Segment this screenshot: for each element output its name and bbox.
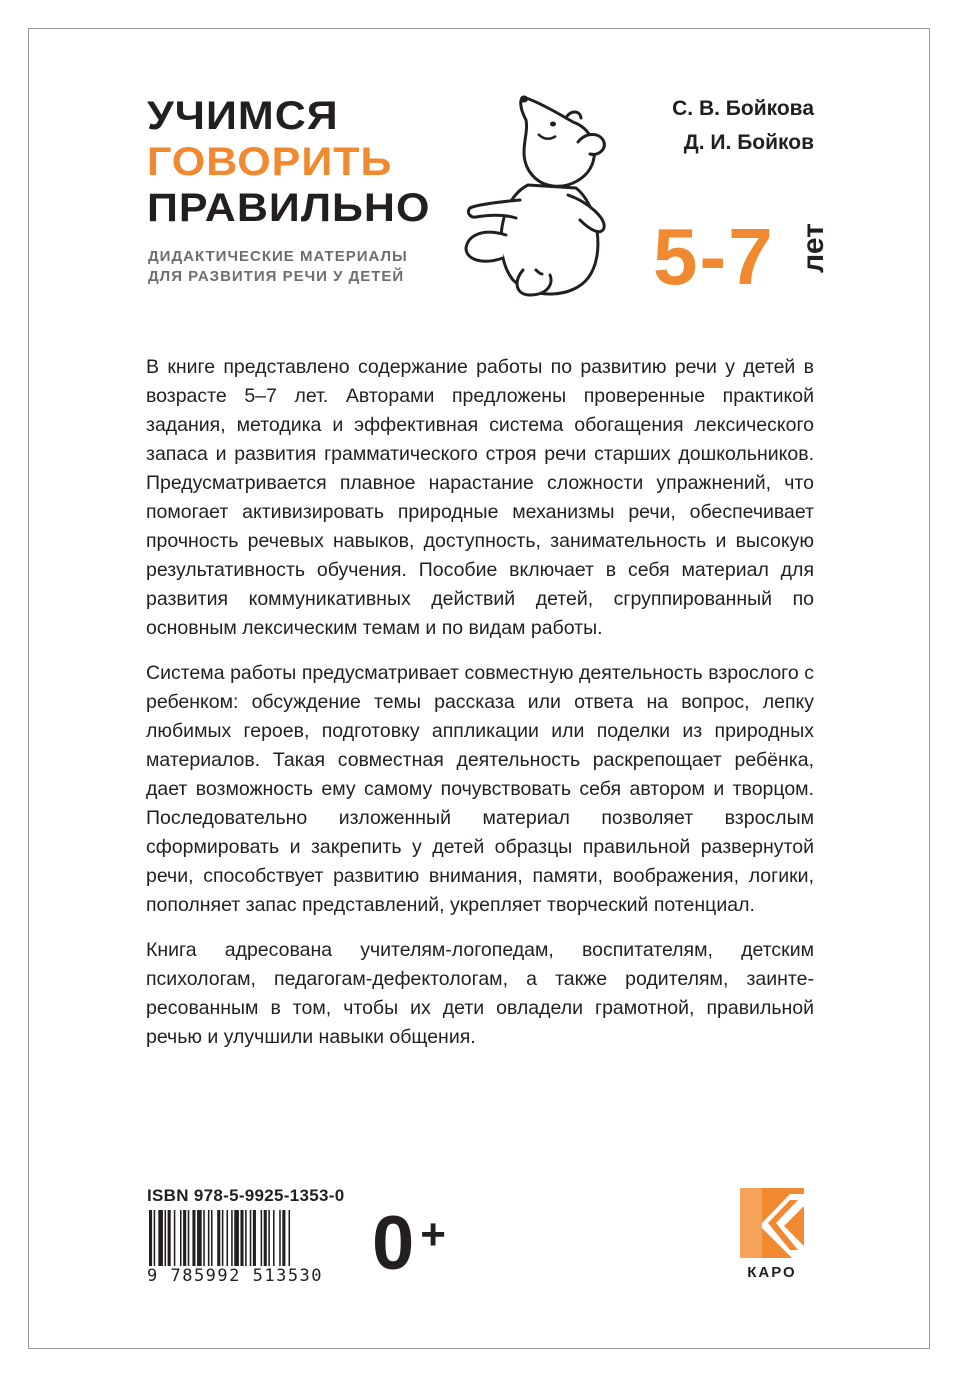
age-rating-plus: + xyxy=(420,1210,446,1259)
title-line-3: ПРАВИЛЬНО xyxy=(147,186,431,231)
authors-block xyxy=(640,92,814,160)
description-paragraph: Книга адресована учителям-логопедам, воспитателям, детским психологам, педагогам-дефектологам, а также родителям, заинтересованным в том, чтобы их дети овладели грамотной, правильной речью и улучшили навыки общения. xyxy=(146,939,814,1048)
age-rating-digit: 0 xyxy=(372,1201,415,1286)
title-line-2: ГОВОРИТЬ xyxy=(147,140,393,185)
author-name: С. В. Бойкова xyxy=(672,97,814,120)
description-paragraph: Система работы предусматривает совместную деятельность взрослого с ребенком: обсуждение темы рассказа или ответа на вопрос, лепку любимых героев, подготовку аппликации или поделки из природных материалов. Такая совместная деятельность раскрепощает ребёнка, дает возможность ему самому почувствовать себя автором и творцом. Последовательно изложенный материал позволяет взрослым сформировать и закрепить у детей образцы правильной развернутой речи, способствует развитию внимания, памяти, воображения, логики, пополняет запас представлений, укрепляет творческий потенциал. xyxy=(146,662,814,916)
subtitle-line-1: ДИДАКТИЧЕСКИЕ МАТЕРИАЛЫ xyxy=(148,248,408,265)
polar-bear-illustration xyxy=(458,90,633,300)
age-rating xyxy=(372,1190,446,1289)
book-description xyxy=(146,353,814,1068)
isbn-label: ISBN 978-5-9925-1353-0 xyxy=(147,1186,345,1205)
age-unit-label: лет xyxy=(797,223,830,273)
barcode-digits: 9 785992 513530 xyxy=(147,1266,324,1286)
subtitle-line-2: ДЛЯ РАЗВИТИЯ РЕЧИ У ДЕТЕЙ xyxy=(148,268,405,285)
description-paragraph: В книге представлено содержание работы по развитию речи у детей в возрасте 5–7 лет. Авторами предложены проверенные практикой задания, методика и эффективная система обогащения лексического запаса и развития грамматического строя речи старших дошкольников. Предусматривается плавное нарастание сложности упражнений, что помогает активизировать природные механизмы речи, обеспечивает прочность речевых навыков, доступность, занимательность и высокую результативность обучения. Пособие включает в себя материал для развития коммуникативных действий детей, сгруппированный по основным лексическим темам и по видам работы. xyxy=(146,356,814,639)
publisher-name: КАРО xyxy=(747,1264,797,1281)
book-title xyxy=(147,95,430,233)
title-line-1: УЧИМСЯ xyxy=(147,94,339,139)
book-subtitle xyxy=(148,247,408,287)
age-range: 5-7 xyxy=(653,212,775,301)
karo-logo-icon xyxy=(732,1188,812,1258)
author-name: Д. И. Бойков xyxy=(683,131,814,154)
